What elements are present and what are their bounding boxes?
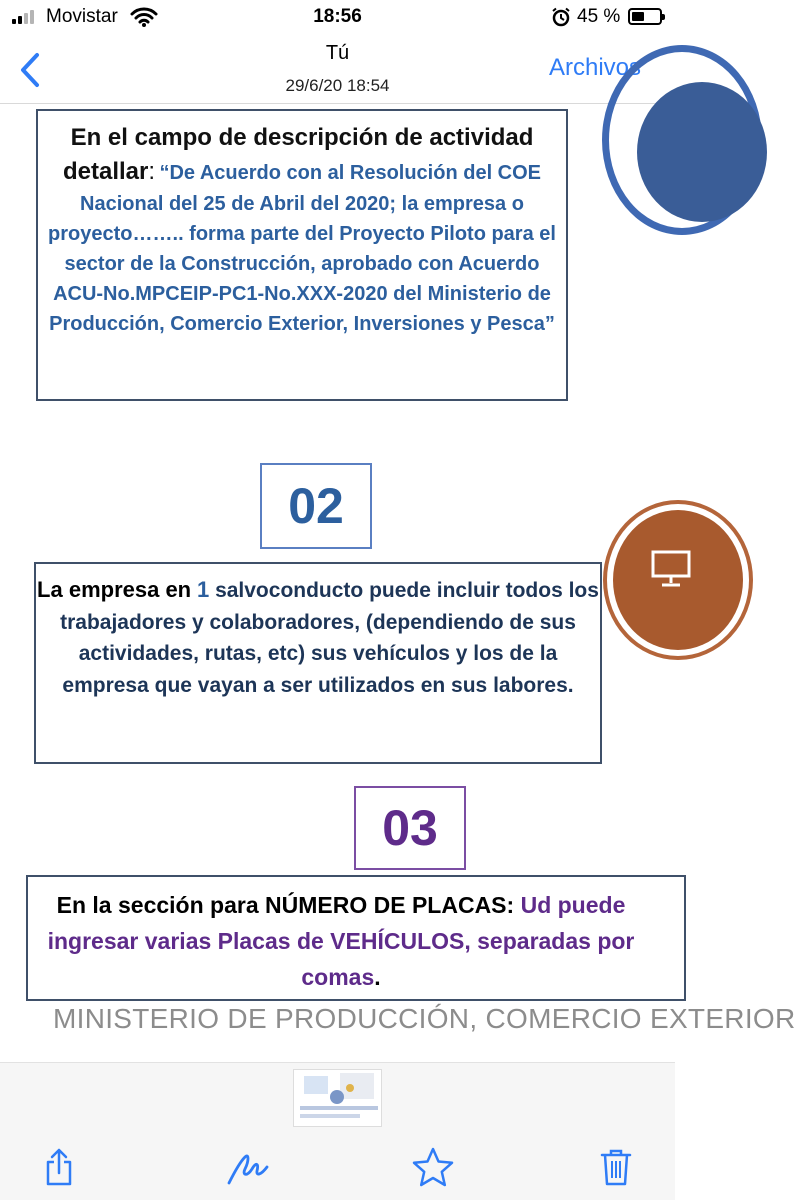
instruction-box-plates: [26, 875, 686, 1001]
markup-button[interactable]: [223, 1142, 273, 1192]
instruction-box-safe-conduct: [34, 562, 602, 764]
alarm-icon: [551, 7, 571, 27]
status-bar: [0, 0, 675, 34]
nav-bar: [0, 34, 675, 104]
thumbnail-strip: [0, 1062, 675, 1134]
step-number-02: 02: [260, 463, 372, 549]
battery-level-fill: [632, 12, 644, 21]
star-icon: [411, 1146, 455, 1188]
ministry-footer-text: MINISTERIO DE PRODUCCIÓN, COMERCIO EXTERIOR: [53, 1003, 796, 1034]
share-button[interactable]: [34, 1142, 84, 1192]
step-number-03: 03: [354, 786, 466, 870]
decorative-computer-circle: [603, 500, 753, 660]
box3-lead: En la sección para NÚMERO DE PLACAS:: [56, 892, 515, 918]
battery-icon: [628, 8, 662, 25]
box2-count: 1: [196, 577, 210, 602]
decorative-circle-icon: [602, 45, 762, 235]
box2-rest: salvoconducto puede incluir todos los trabajadores y colaboradores, (dependiendo de sus actividades, rutas, etc) sus vehículos y los de la empresa que vayan a ser utilizados en sus labores.: [60, 579, 599, 697]
box1-quote: “De Acuerdo con al Resolución del COE Nacional del 25 de Abril del 2020; la empresa o proyecto…….. forma parte del Proyecto Piloto para el sector de la Construcción, aprobado con Acuerdo ACU-No.MPCEIP-PC1-No.XXX-2020 del Ministerio de Producción, Comercio Exterior, Inversiones y Pesca”: [48, 162, 556, 335]
instruction-box-description: [36, 109, 568, 401]
archives-button[interactable]: Archivos: [548, 54, 641, 81]
box1-lead: En el campo de descripción de actividad detallar: [62, 124, 534, 185]
box3-highlight: Ud puede ingresar varias Placas de VEHÍCULOS, separadas por comas: [47, 892, 635, 990]
markup-icon: [225, 1147, 271, 1187]
box3-end: .: [374, 964, 381, 990]
image-thumbnail[interactable]: [293, 1069, 382, 1127]
status-time: 18:56: [313, 6, 362, 27]
favorite-button[interactable]: [408, 1142, 458, 1192]
delete-button[interactable]: [591, 1142, 641, 1192]
conversation-title: Tú: [325, 42, 350, 64]
share-icon: [42, 1147, 76, 1187]
image-viewer[interactable]: [0, 105, 796, 1062]
box2-lead: La empresa en: [37, 577, 192, 602]
message-timestamp: 29/6/20 18:54: [285, 76, 390, 95]
box1-colon: :: [148, 158, 156, 185]
monitor-icon: [651, 550, 691, 588]
battery-percent: 45 %: [577, 6, 621, 27]
bottom-toolbar: [0, 1134, 675, 1200]
carrier-name: Movistar: [46, 6, 118, 27]
trash-icon: [599, 1147, 633, 1187]
